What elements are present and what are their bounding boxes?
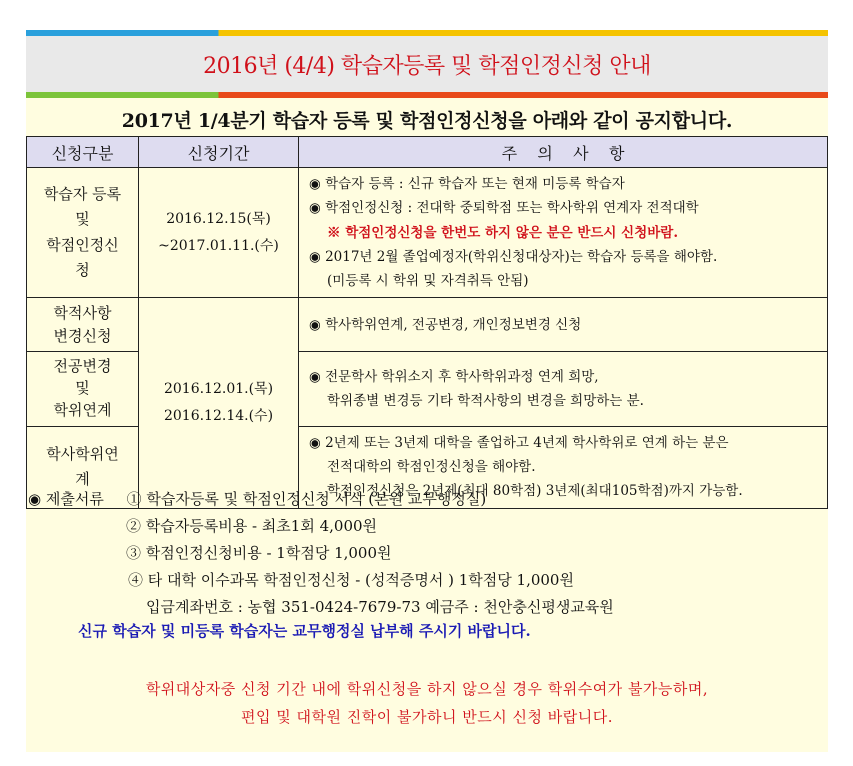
category-cell: 학사학위연 계 (27, 426, 139, 508)
document-item: ① 학습자등록 및 학점인정신청 서식 (본원 교무행정실) (126, 490, 487, 508)
category-cell: 학습자 등록 및 학점인정신 청 (27, 168, 139, 298)
notes-cell: ◉ 학사학위연계, 전공변경, 개인정보변경 신청 (299, 298, 828, 352)
note-line: 학점인정신청은 2년제(최대 80학점) 3년제(최대105학점)까지 가능함. (327, 483, 743, 500)
schedule-table (26, 136, 828, 509)
document-item: ② 학습자등록비용 - 최초1회 4,000원 (126, 517, 378, 535)
document-item: ③ 학점인정신청비용 - 1학점당 1,000원 (126, 544, 392, 562)
notes-cell (299, 168, 828, 298)
period-cell: 2016.12.15(목) ~2017.01.11.(수) (139, 168, 299, 298)
category-cell: 학적사항 변경신청 (27, 298, 139, 352)
note-line: 전적대학의 학점인정신청을 해야함. (327, 459, 536, 476)
note-line: ◉ 학점인정신청 : 전대학 중퇴학점 또는 학사학위 연계자 전적대학 (309, 200, 699, 217)
table-row (27, 168, 828, 298)
documents-label: ◉ 제출서류 (28, 490, 104, 508)
payment-notice: 신규 학습자 및 미등록 학습자는 교무행정실 납부해 주시기 바랍니다. (78, 622, 531, 640)
note-line: ◉ 2017년 2월 졸업예정자(학위신청대상자)는 학습자 등록을 해야함. (309, 248, 718, 265)
note-warning: ※ 학점인정신청을 한번도 하지 않은 분은 반드시 신청바람. (327, 224, 679, 241)
notes-cell (299, 352, 828, 426)
deadline-warning: 학위대상자중 신청 기간 내에 학위신청을 하지 않으실 경우 학위수여가 불가능하며, (145, 680, 709, 698)
header-category: 신청구분 (27, 137, 139, 168)
bank-account: 입금계좌번호 : 농협 351-0424-7679-73 예금주 : 천안충신평생교육원 (146, 598, 614, 616)
required-documents (28, 486, 614, 621)
category-cell: 전공변경 및 학위연계 (27, 352, 139, 426)
note-line: ◉ 2년제 또는 3년제 대학을 졸업하고 4년제 학사학위로 연계 하는 분은 (309, 434, 729, 451)
note-line: ◉ 학습자 등록 : 신규 학습자 또는 현재 미등록 학습자 (309, 176, 625, 192)
title-banner (26, 36, 828, 92)
table-row (27, 298, 828, 352)
period-cell: 2016.12.01.(목) 2016.12.14.(수) (139, 298, 299, 508)
documents-first-row (28, 486, 614, 513)
note-line: 학위종별 변경등 기타 학적사항의 변경을 희망하는 분. (327, 393, 644, 410)
header-period: 신청기간 (139, 137, 299, 168)
note-line: (미등록 시 학위 및 자격취득 안됨) (327, 273, 529, 290)
page-title: 2016년 (4/4) 학습자등록 및 학점인정신청 안내 (203, 53, 651, 79)
table-header-row (27, 137, 828, 168)
note-line: ◉ 전문학사 학위소지 후 학사학위과정 연계 희망, (309, 368, 599, 385)
header-notes: 주 의 사 항 (299, 137, 828, 168)
deadline-warning: 편입 및 대학원 진학이 불가하니 반드시 신청 바랍니다. (241, 708, 613, 726)
document-item: ④ 타 대학 이수과목 학점인정신청 - (성적증명서 ) 1학점당 1,000원 (128, 571, 574, 589)
notice-subtitle: 2017년 1/4분기 학습자 등록 및 학점인정신청을 아래와 같이 공지합니다. (121, 110, 733, 132)
